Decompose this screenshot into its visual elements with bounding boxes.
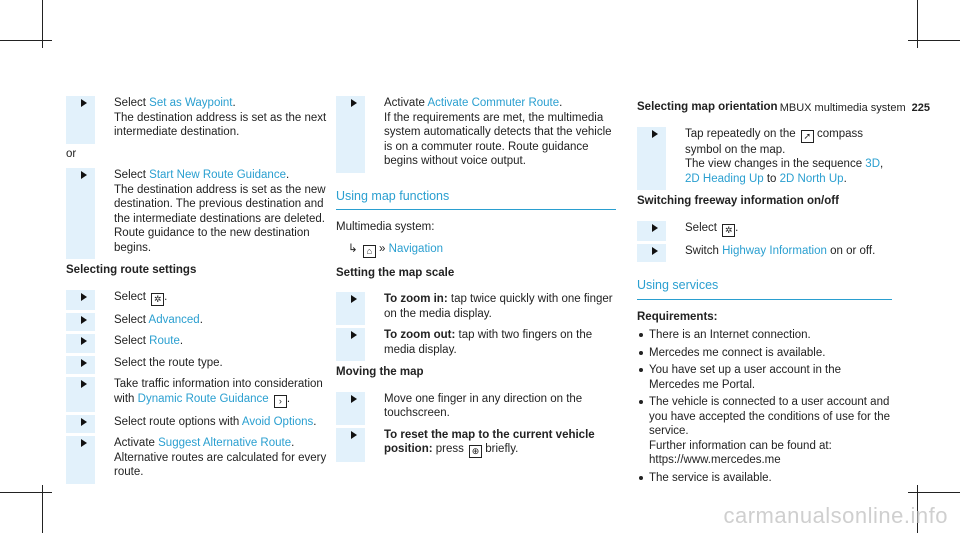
link-set-as-waypoint[interactable]: Set as Waypoint	[149, 97, 233, 109]
arrow-icon	[81, 439, 87, 447]
link-route[interactable]: Route	[149, 335, 180, 347]
home-icon[interactable]: ⌂	[363, 245, 376, 258]
link-advanced[interactable]: Advanced	[148, 313, 200, 326]
or-text: or	[66, 147, 77, 160]
arrow-icon	[351, 331, 357, 339]
link-start-new-route[interactable]: Start New Route Guidance	[149, 169, 286, 181]
arrow-icon	[351, 431, 357, 439]
requirements-label: Requirements:	[637, 310, 718, 323]
arrow-icon	[652, 247, 658, 255]
list-item: The vehicle is connected to a user account and you have accepted the conditions of use for the service. Further information can be found at: https://www.mercedes.me	[637, 395, 892, 468]
heading-moving-map: Moving the map	[336, 366, 424, 378]
chevron-right-icon[interactable]: ›	[274, 395, 287, 408]
link-suggest-alt-route[interactable]: Suggest Alternative Route	[158, 437, 292, 449]
settings-gear-icon[interactable]: ✲	[722, 224, 735, 237]
position-icon[interactable]: ⊕	[469, 445, 482, 458]
arrow-icon	[652, 130, 658, 138]
arrow-icon	[81, 418, 87, 426]
arrow-icon	[351, 395, 357, 403]
watermark: carmanualsonline.info	[723, 502, 948, 528]
system-label: Multimedia system:	[336, 221, 435, 233]
requirements-list	[637, 328, 892, 485]
crop-mark	[908, 40, 960, 41]
link-dynamic-route-guidance[interactable]: Dynamic Route Guidance	[137, 392, 269, 405]
url-text[interactable]: https://www.mercedes.me	[649, 454, 781, 466]
crop-mark	[0, 40, 52, 41]
arrow-icon	[81, 293, 87, 301]
arrow-icon	[81, 359, 87, 367]
column-2: Activate Activate Commuter Route. If the requirements are met, the multimedia system automatically detects that the vehicle is on a commuter route. Route guidance begins without voice output. Using map functions Multimedia system: ↳ ⌂ » Navigation Setting the map scale To zoom in: tap twice quickly with one finger on the media display. To zoom out: tap with two fingers on the media display. Moving the map Move one finger in any direction on the touchscreen. To reset the map to the current vehicle position: press ⊕ briefly.	[336, 96, 616, 465]
list-item: The service is available.	[637, 471, 892, 486]
list-item: You have set up a user account in the Mercedes me Portal.	[637, 363, 892, 392]
link-commuter-route[interactable]: Activate Commuter Route	[427, 97, 560, 109]
list-item: Mercedes me connect is available.	[637, 346, 892, 361]
crop-mark	[908, 492, 960, 493]
column-3: Selecting map orientation Tap repeatedly on the ➚ compass symbol on the map. The view changes in the sequence 3D, 2D Heading Up to 2D North Up. Switching freeway information on/off Select ✲ . Switch Highway Information on or off. Using services Requirements: There is an Internet connection. Mercedes me connect is available. You have set up a user account in the Mercedes me Portal. The vehicle is connected to a user account and you have accepted the conditions of use for the service. Further information can be found at: https://www.mercedes.me The service is available.	[637, 101, 891, 484]
arrow-icon	[81, 316, 87, 324]
crop-mark	[0, 492, 52, 493]
link-highway-information[interactable]: Highway Information	[722, 244, 827, 257]
arrow-icon	[81, 171, 87, 179]
heading-route-settings: Selecting route settings	[66, 264, 197, 276]
section-map-functions: Using map functions	[336, 189, 616, 211]
heading-map-scale: Setting the map scale	[336, 266, 455, 279]
compass-icon[interactable]: ➚	[801, 130, 814, 143]
heading-freeway-info: Switching freeway information on/off	[637, 195, 839, 207]
column-1: Select Set as Waypoint. The destination address is set as the next intermediate destination. or Select Start New Route Guidance. The destination address is set as the new destination. The previous destination and the intermediate destinations are deleted. Route guidance to the new destination begins. Selecting route settings Select ✲ . Select Advanced. Select Route. Select the route type. Take traffic information into consideration with Dynamic Route Guidance › . Select route options with Avoid Options. Activate Suggest Alternative Route. Alternative routes are calculated for every route.	[66, 96, 334, 487]
arrow-icon	[351, 295, 357, 303]
link-navigation[interactable]: Navigation	[388, 242, 443, 255]
step-set-waypoint: Select Set as Waypoint. The destination address is set as the next intermediate destination.	[66, 96, 334, 140]
page-number: 225	[911, 102, 930, 114]
settings-gear-icon[interactable]: ✲	[151, 293, 164, 306]
arrow-icon	[81, 337, 87, 345]
arrow-icon	[81, 99, 87, 107]
arrow-icon	[351, 99, 357, 107]
list-item: There is an Internet connection.	[637, 328, 892, 343]
step-new-route: Select Start New Route Guidance. The destination address is set as the new destination. The previous destination and the intermediate destinations are deleted. Route guidance to the new destination begins.	[66, 168, 334, 255]
header-title: MBUX multimedia system	[779, 102, 906, 114]
arrow-icon	[81, 380, 87, 388]
section-using-services: Using services	[637, 278, 892, 300]
nav-path: ↳ ⌂ » Navigation	[348, 242, 443, 256]
link-avoid-options[interactable]: Avoid Options	[241, 415, 314, 428]
heading-map-orientation: Selecting map orientation	[637, 101, 778, 113]
arrow-icon	[652, 224, 658, 232]
